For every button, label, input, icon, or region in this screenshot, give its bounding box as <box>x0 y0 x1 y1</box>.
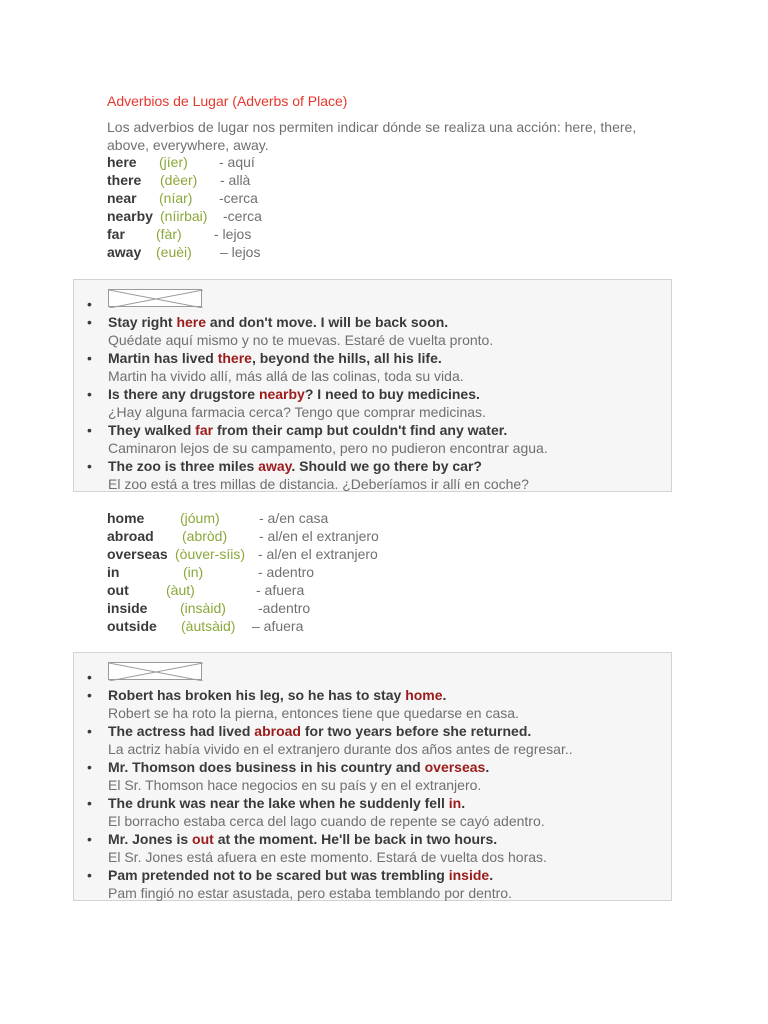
vocab-translation: - a/en casa <box>259 510 329 526</box>
vocab-word: away <box>107 244 142 260</box>
vocab-word: near <box>107 190 137 206</box>
bullet: • <box>87 723 92 739</box>
vocab-translation: - al/en el extranjero <box>258 546 378 562</box>
vocab-pronunciation: (dèer) <box>160 172 198 188</box>
example-english: The zoo is three miles away. Should we go there by car? <box>108 458 482 474</box>
highlighted-adverb: away <box>258 458 292 474</box>
vocab-word: here <box>107 154 137 170</box>
example-english: Stay right here and don't move. I will be back soon. <box>108 314 449 330</box>
example-spanish: El Sr. Jones está afuera en este momento. Estará de vuelta dos horas. <box>108 849 547 865</box>
broken-image-icon <box>108 662 202 680</box>
example-spanish: El zoo está a tres millas de distancia. ¿Deberíamos ir allí en coche? <box>108 476 529 492</box>
vocab-word: home <box>107 510 145 526</box>
vocab-translation: – lejos <box>220 244 261 260</box>
list-item <box>74 289 671 313</box>
bullet: • <box>87 386 92 402</box>
list-item <box>74 313 671 349</box>
highlighted-adverb: out <box>192 831 214 847</box>
bullet: • <box>87 759 92 775</box>
vocab-pronunciation: (àut) <box>166 582 195 598</box>
vocab-pronunciation: (fàr) <box>156 226 182 242</box>
vocab-translation: -cerca <box>223 208 262 224</box>
list-item <box>74 722 671 758</box>
vocab-translation: -adentro <box>258 600 311 616</box>
vocab-word: there <box>107 172 142 188</box>
examples-list <box>74 289 671 493</box>
list-item <box>74 686 671 722</box>
vocab-word: abroad <box>107 528 154 544</box>
list-item <box>74 385 671 421</box>
example-english: Mr. Thomson does business in his country and overseas. <box>108 759 490 775</box>
broken-image-icon <box>108 289 202 307</box>
example-english: Robert has broken his leg, so he has to stay home. <box>108 687 447 703</box>
section-heading: Adverbios de Lugar (Adverbs of Place) <box>107 93 348 109</box>
list-item <box>74 830 671 866</box>
vocab-translation: - allà <box>220 172 251 188</box>
highlighted-adverb: overseas <box>424 759 486 775</box>
vocab-word: in <box>107 564 120 580</box>
example-english: Pam pretended not to be scared but was trembling inside. <box>108 867 494 883</box>
example-spanish: La actriz había vivido en el extranjero durante dos años antes de regresar.. <box>108 741 573 757</box>
bullet: • <box>87 687 92 703</box>
bullet: • <box>87 795 92 811</box>
highlighted-adverb: home <box>405 687 443 703</box>
example-spanish: Robert se ha roto la pierna, entonces tiene que quedarse en casa. <box>108 705 519 721</box>
vocab-word: inside <box>107 600 148 616</box>
intro-paragraph: Los adverbios de lugar nos permiten indicar dónde se realiza una acción: here, there, above, everywhere, away. <box>107 119 637 153</box>
example-spanish: Quédate aquí mismo y no te muevas. Estaré de vuelta pronto. <box>108 332 494 348</box>
vocab-pronunciation: (jóum) <box>180 510 220 526</box>
list-item <box>74 758 671 794</box>
example-english: The actress had lived abroad for two years before she returned. <box>108 723 532 739</box>
highlighted-adverb: inside <box>448 867 490 883</box>
list-item <box>74 421 671 457</box>
example-spanish: El Sr. Thomson hace negocios en su país y en el extranjero. <box>108 777 482 793</box>
vocab-translation: - lejos <box>214 226 252 242</box>
vocab-pronunciation: (àutsàid) <box>181 618 236 634</box>
vocab-word: far <box>107 226 125 242</box>
vocab-pronunciation: (níar) <box>159 190 193 206</box>
example-spanish: Pam fingió no estar asustada, pero estaba temblando por dentro. <box>108 885 512 901</box>
highlighted-adverb: in <box>448 795 462 811</box>
bullet: • <box>87 296 92 312</box>
bullet: • <box>87 831 92 847</box>
bullet: • <box>87 458 92 474</box>
vocab-pronunciation: (insàid) <box>180 600 226 616</box>
list-item <box>74 662 671 686</box>
example-english: Mr. Jones is out at the moment. He'll be back in two hours. <box>108 831 498 847</box>
vocab-translation: - al/en el extranjero <box>259 528 379 544</box>
example-spanish: El borracho estaba cerca del lago cuando de repente se cayó adentro. <box>108 813 545 829</box>
vocab-word: overseas <box>107 546 168 562</box>
bullet: • <box>87 314 92 330</box>
list-item <box>74 457 671 493</box>
vocab-pronunciation: (abròd) <box>182 528 228 544</box>
highlighted-adverb: there <box>217 350 252 366</box>
vocab-word: nearby <box>107 208 153 224</box>
example-english: Martin has lived there, beyond the hills, all his life. <box>108 350 442 366</box>
highlighted-adverb: nearby <box>258 386 305 402</box>
examples-list <box>74 662 671 902</box>
bullet: • <box>87 867 92 883</box>
vocab-translation: - aquí <box>219 154 255 170</box>
list-item <box>74 866 671 902</box>
example-english: Is there any drugstore nearby? I need to buy medicines. <box>108 386 480 402</box>
example-spanish: ¿Hay alguna farmacia cerca? Tengo que comprar medicinas. <box>108 404 486 420</box>
list-item <box>74 794 671 830</box>
highlighted-adverb: far <box>195 422 214 438</box>
vocab-translation: - afuera <box>256 582 305 598</box>
vocab-pronunciation: (in) <box>183 564 204 580</box>
vocab-pronunciation: (níirbai) <box>160 208 208 224</box>
list-item <box>74 349 671 385</box>
highlighted-adverb: here <box>176 314 207 330</box>
vocab-translation: - adentro <box>258 564 315 580</box>
example-spanish: Caminaron lejos de su campamento, pero no pudieron encontrar agua. <box>108 440 548 456</box>
bullet: • <box>87 669 92 685</box>
vocab-word: out <box>107 582 129 598</box>
vocab-pronunciation: (jíer) <box>159 154 188 170</box>
vocab-pronunciation: (euèi) <box>156 244 192 260</box>
bullet: • <box>87 422 92 438</box>
highlighted-adverb: abroad <box>254 723 301 739</box>
vocab-translation: – afuera <box>252 618 304 634</box>
example-spanish: Martin ha vivido allí, más allá de las colinas, toda su vida. <box>108 368 464 384</box>
example-english: The drunk was near the lake when he suddenly fell in. <box>108 795 466 811</box>
examples-box-2 <box>73 652 672 901</box>
bullet: • <box>87 350 92 366</box>
vocab-word: outside <box>107 618 157 634</box>
vocab-translation: -cerca <box>219 190 258 206</box>
examples-box-1 <box>73 279 672 492</box>
example-english: They walked far from their camp but couldn't find any water. <box>108 422 508 438</box>
vocab-pronunciation: (òuver-síis) <box>175 546 246 562</box>
